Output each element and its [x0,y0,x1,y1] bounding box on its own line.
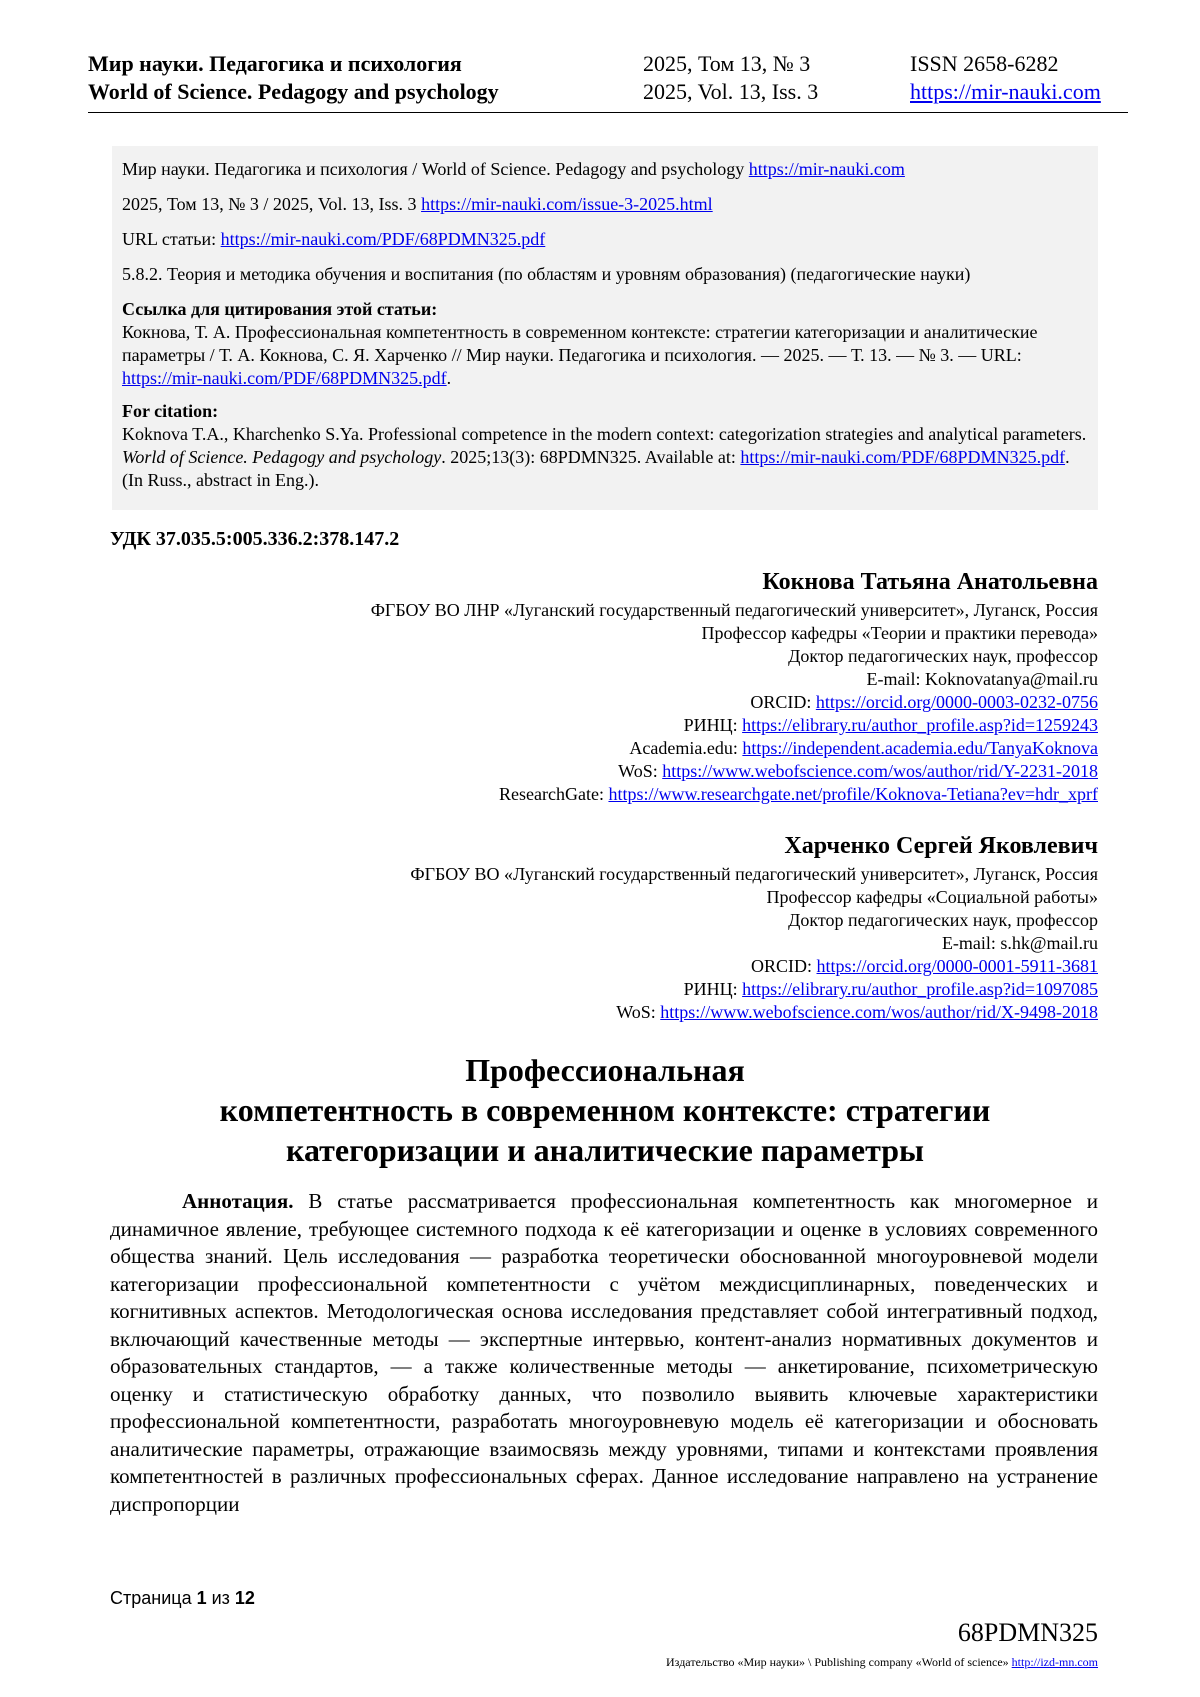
author-orcid [371,691,1098,714]
citation-ru [122,298,1088,390]
author-position: Профессор кафедры «Теории и практики перевода» [701,623,1098,643]
researchgate-label: ResearchGate: [499,784,609,804]
rinc-label: РИНЦ: [683,715,743,735]
page-of: из [206,1588,235,1608]
journal-name-ru: Мир науки. Педагогика и психология [88,51,462,76]
rinc-link[interactable]: https://elibrary.ru/author_profile.asp?id=1259243 [742,715,1098,735]
citation-ru-end: . [446,368,452,388]
orcid-link[interactable]: https://orcid.org/0000-0001-5911-3681 [816,956,1098,976]
author-org: ФГБОУ ВО «Луганский государственный педагогический университет», Луганск, Россия [410,864,1098,884]
article-code: 68PDMN325 [957,1618,1098,1647]
citation-en-link[interactable]: https://mir-nauki.com/PDF/68PDMN325.pdf [740,447,1066,467]
academia-label: Academia.edu: [629,738,743,758]
wos-label: WoS: [616,1002,661,1022]
title-line-1: Профессиональная [465,1052,745,1088]
page-total: 12 [234,1588,255,1608]
author-orcid [410,955,1098,978]
citation-en [122,400,1088,492]
citation-ru-text: Кокнова, Т. А. Профессиональная компетентность в современном контексте: стратегии категоризации и аналитические параметры / Т. А. Кокнова, С. Я. Харченко // Мир науки. Педагогика и психология. — 2025. — Т. 13. — № 3. — URL: [122,322,1038,365]
author-position: Профессор кафедры «Социальной работы» [766,887,1098,907]
author-rinc [371,714,1098,737]
author-block-kharchenko [410,831,1098,1024]
author-wos [410,1001,1098,1024]
journal-link[interactable]: https://mir-nauki.com [748,159,905,179]
citation-en-journal: World of Science. Pedagogy and psychology [122,447,442,467]
specialty-line: 5.8.2. Теория и методика обучения и воспитания (по областям и уровням образования) (педагогические науки) [122,264,971,284]
citation-en-end: . (In Russ., abstract in Eng.). [122,447,1070,490]
citation-ru-label: Ссылка для цитирования этой статьи: [122,299,438,319]
publisher-line [666,1655,1098,1670]
page-label: Страница [110,1588,197,1608]
title-line-2: компетентность в современном контексте: стратегии [219,1092,991,1128]
article-title [110,1050,1100,1170]
citation-en-label: For citation: [122,401,219,421]
abstract [110,1188,1098,1518]
journal-line [122,158,1088,181]
abstract-label: Аннотация. [182,1189,294,1213]
issue-en: 2025, Vol. 13, Iss. 3 [643,79,819,104]
header-journal [88,50,499,106]
orcid-label: ORCID: [751,956,817,976]
citation-info-box [112,146,1098,510]
article-url-link[interactable]: https://mir-nauki.com/PDF/68PDMN325.pdf [220,229,546,249]
citation-en-text: Koknova T.A., Kharchenko S.Ya. Professional competence in the modern context: categorization strategies and analytical parameters. [122,424,1087,444]
author-email: E-mail: s.hk@mail.ru [941,933,1098,953]
academia-link[interactable]: https://independent.academia.edu/TanyaKoknova [742,738,1098,758]
abstract-text: В статье рассматривается профессиональная компетентность как многомерное и динамичное явление, требующее системного подхода к её категоризации и оценке в условиях современного общества знаний. Цель исследования — разработка теоретически обоснованной многоуровневой модели категоризации профессиональной компетентности с учётом междисциплинарных, поведенческих и когнитивных аспектов. Методологическая основа исследования представляет собой интегративный подход, включающий качественные методы — экспертные интервью, контент-анализ нормативных документов и образовательных стандартов, — а также количественные методы — анкетирование, психометрическую оценку и статистическую обработку данных, что позволило выявить ключевые характеристики профессиональной компетентности, разработать многоуровневую модель её категоризации и обосновать аналитические параметры, отражающие взаимосвязь между уровнями, типами и контекстами проявления компетентностей в различных профессиональных сферах. Данное исследование направлено на устранение диспропорции [110,1189,1098,1516]
page-counter [110,1588,255,1609]
author-degree: Доктор педагогических наук, профессор [788,910,1098,930]
author-org: ФГБОУ ВО ЛНР «Луганский государственный педагогический университет», Луганск, Россия [370,600,1098,620]
rinc-link[interactable]: https://elibrary.ru/author_profile.asp?id=1097085 [742,979,1098,999]
header-issue [643,50,818,106]
journal-line-text: Мир науки. Педагогика и психология / World of Science. Pedagogy and psychology [122,159,749,179]
issue-link[interactable]: https://mir-nauki.com/issue-3-2025.html [421,194,713,214]
wos-link[interactable]: https://www.webofscience.com/wos/author/rid/X-9498-2018 [660,1002,1098,1022]
issue-ru: 2025, Том 13, № 3 [643,51,811,76]
citation-en-details: . 2025;13(3): 68PDMN325. Available at: [441,447,741,467]
author-academia [371,737,1098,760]
journal-name-en: World of Science. Pedagogy and psychology [88,79,499,104]
author-rinc [410,978,1098,1001]
author-name: Кокнова Татьяна Анатольевна [762,569,1098,595]
researchgate-link[interactable]: https://www.researchgate.net/profile/Koknova-Tetiana?ev=hdr_xprf [608,784,1098,804]
rinc-label: РИНЦ: [683,979,743,999]
wos-label: WoS: [618,761,663,781]
page-current: 1 [196,1588,207,1608]
udk-code: УДК 37.035.5:005.336.2:378.147.2 [110,528,400,550]
author-researchgate [371,783,1098,806]
author-email: E-mail: Koknovatanya@mail.ru [866,669,1098,689]
orcid-link[interactable]: https://orcid.org/0000-0003-0232-0756 [815,692,1098,712]
publisher-text: Издательство «Мир науки» \ Publishing company «World of science» [666,1655,1012,1669]
site-link[interactable]: https://mir-nauki.com [910,79,1101,104]
issn: ISSN 2658-6282 [910,51,1059,76]
wos-link[interactable]: https://www.webofscience.com/wos/author/rid/Y-2231-2018 [662,761,1098,781]
title-line-3: категоризации и аналитические параметры [286,1132,924,1168]
author-degree: Доктор педагогических наук, профессор [788,646,1098,666]
author-block-koknova [371,567,1098,806]
issue-line-text: 2025, Том 13, № 3 / 2025, Vol. 13, Iss. 3 [122,194,422,214]
citation-ru-link[interactable]: https://mir-nauki.com/PDF/68PDMN325.pdf [122,368,447,388]
header-issn [910,50,1101,106]
url-line [122,228,1088,251]
author-name: Харченко Сергей Яковлевич [784,833,1098,859]
url-line-text: URL статьи: [122,229,221,249]
running-header [88,50,1128,113]
publisher-link[interactable]: http://izd-mn.com [1011,1655,1098,1669]
issue-line [122,193,1088,216]
orcid-label: ORCID: [750,692,816,712]
author-wos [371,760,1098,783]
